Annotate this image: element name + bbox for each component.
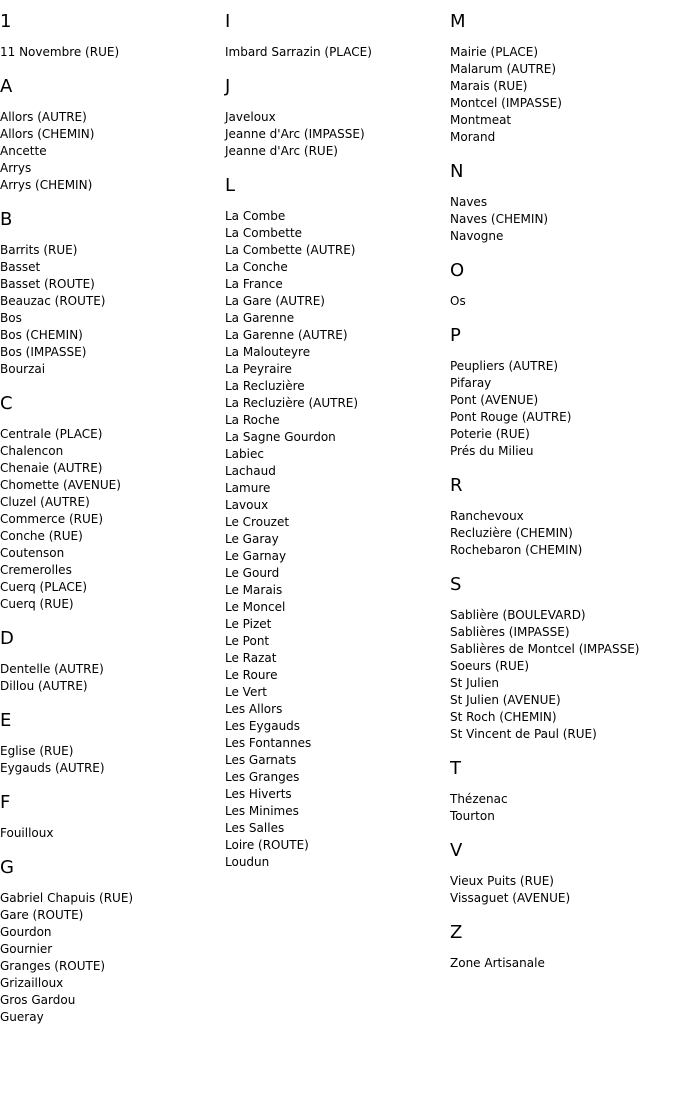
letter-heading: Z bbox=[450, 922, 463, 943]
street-list bbox=[0, 109, 222, 194]
street-link[interactable]: Mairie (PLACE) bbox=[450, 45, 539, 59]
street-link[interactable]: Chalencon bbox=[0, 444, 64, 458]
street-list bbox=[450, 955, 672, 972]
street-link[interactable]: Pifaray bbox=[450, 376, 492, 390]
street-link[interactable]: Navogne bbox=[450, 229, 504, 243]
street-link[interactable]: Coutenson bbox=[0, 546, 65, 560]
street-link[interactable]: Cremerolles bbox=[0, 563, 72, 577]
street-link[interactable]: Gourdon bbox=[0, 925, 52, 939]
street-list bbox=[450, 194, 672, 245]
street-link[interactable]: St Julien (AVENUE) bbox=[450, 693, 561, 707]
street-list bbox=[0, 242, 222, 378]
street-link[interactable]: Sablière (BOULEVARD) bbox=[450, 608, 586, 622]
street-link[interactable]: Basset (ROUTE) bbox=[0, 277, 95, 291]
street-link[interactable]: Barrits (RUE) bbox=[0, 243, 78, 257]
street-link[interactable]: Bos (IMPASSE) bbox=[0, 345, 87, 359]
street-link[interactable]: Le Garay bbox=[225, 532, 279, 546]
letter-section bbox=[450, 326, 672, 460]
street-link[interactable]: Bos (CHEMIN) bbox=[0, 328, 83, 342]
street-link[interactable]: Bourzai bbox=[0, 362, 46, 376]
street-link[interactable]: Le Razat bbox=[225, 651, 277, 665]
street-link[interactable]: Ancette bbox=[0, 144, 47, 158]
street-link[interactable]: Le Pont bbox=[225, 634, 270, 648]
street-link[interactable]: St Julien bbox=[450, 676, 499, 690]
street-link[interactable]: Tourton bbox=[450, 809, 495, 823]
street-link[interactable]: Imbard Sarrazin (PLACE) bbox=[225, 45, 372, 59]
street-link[interactable]: Gros Gardou bbox=[0, 993, 76, 1007]
letter-section bbox=[450, 923, 672, 972]
street-list bbox=[225, 109, 447, 160]
street-link[interactable]: La Recluzière bbox=[225, 379, 305, 393]
letter-heading: G bbox=[0, 857, 14, 878]
street-link[interactable]: Gournier bbox=[0, 942, 53, 956]
letter-section bbox=[450, 476, 672, 559]
street-list bbox=[450, 44, 672, 146]
street-link[interactable]: Les Fontannes bbox=[225, 736, 312, 750]
letter-heading: V bbox=[450, 840, 463, 861]
street-link[interactable]: La Peyraire bbox=[225, 362, 292, 376]
letter-heading: 1 bbox=[0, 11, 12, 32]
street-link[interactable]: Zone Artisanale bbox=[450, 956, 545, 970]
street-link[interactable]: Les Eygauds bbox=[225, 719, 301, 733]
street-link[interactable]: Conche (RUE) bbox=[0, 529, 83, 543]
street-link[interactable]: Cuerq (PLACE) bbox=[0, 580, 88, 594]
street-link[interactable]: Le Garnay bbox=[225, 549, 287, 563]
letter-section bbox=[0, 858, 222, 1026]
street-link[interactable]: Les Hiverts bbox=[225, 787, 292, 801]
street-link[interactable]: Le Gourd bbox=[225, 566, 280, 580]
street-link[interactable]: Soeurs (RUE) bbox=[450, 659, 530, 673]
street-link[interactable]: Lavoux bbox=[225, 498, 269, 512]
letter-section bbox=[225, 12, 447, 61]
street-link[interactable]: Recluzière (CHEMIN) bbox=[450, 526, 573, 540]
letter-section bbox=[0, 793, 222, 842]
street-link[interactable]: Cluzel (AUTRE) bbox=[0, 495, 90, 509]
street-list bbox=[450, 293, 672, 310]
street-link[interactable]: Allors (CHEMIN) bbox=[0, 127, 95, 141]
street-link[interactable]: Centrale (PLACE) bbox=[0, 427, 103, 441]
street-link[interactable]: Allors (AUTRE) bbox=[0, 110, 87, 124]
street-link[interactable]: La Malouteyre bbox=[225, 345, 311, 359]
street-link[interactable]: Jeanne d'Arc (IMPASSE) bbox=[225, 127, 365, 141]
street-link[interactable]: La Sagne Gourdon bbox=[225, 430, 336, 444]
letter-heading: N bbox=[450, 161, 464, 182]
street-link[interactable]: Dillou (AUTRE) bbox=[0, 679, 88, 693]
street-list bbox=[0, 426, 222, 613]
street-link[interactable]: Commerce (RUE) bbox=[0, 512, 104, 526]
street-link[interactable]: Thézenac bbox=[450, 792, 508, 806]
street-link[interactable]: Pont (AVENUE) bbox=[450, 393, 539, 407]
street-index-column-2 bbox=[225, 0, 447, 887]
street-link[interactable]: Poterie (RUE) bbox=[450, 427, 530, 441]
street-link[interactable]: Marais (RUE) bbox=[450, 79, 528, 93]
street-link[interactable]: Gueray bbox=[0, 1010, 44, 1024]
street-index-column-3 bbox=[450, 0, 672, 988]
street-link[interactable]: Lamure bbox=[225, 481, 271, 495]
street-list bbox=[0, 661, 222, 695]
street-list bbox=[0, 825, 222, 842]
letter-heading: I bbox=[225, 11, 231, 32]
street-link[interactable]: Rochebaron (CHEMIN) bbox=[450, 543, 583, 557]
street-link[interactable]: Le Moncel bbox=[225, 600, 286, 614]
street-link[interactable]: Bos bbox=[0, 311, 22, 325]
letter-heading: A bbox=[0, 76, 13, 97]
street-link[interactable]: La Roche bbox=[225, 413, 280, 427]
letter-section bbox=[0, 77, 222, 194]
letter-heading: L bbox=[225, 175, 236, 196]
letter-heading: J bbox=[225, 76, 231, 97]
street-list bbox=[450, 791, 672, 825]
street-link[interactable]: Le Pizet bbox=[225, 617, 272, 631]
street-link[interactable]: Javeloux bbox=[225, 110, 276, 124]
street-link[interactable]: Montmeat bbox=[450, 113, 512, 127]
street-link[interactable]: La France bbox=[225, 277, 283, 291]
street-link[interactable]: Fouilloux bbox=[0, 826, 54, 840]
street-link[interactable]: La Garenne (AUTRE) bbox=[225, 328, 348, 342]
street-link[interactable]: St Roch (CHEMIN) bbox=[450, 710, 557, 724]
street-link[interactable]: Eygauds (AUTRE) bbox=[0, 761, 105, 775]
street-list bbox=[450, 358, 672, 460]
street-list bbox=[225, 208, 447, 871]
street-link[interactable]: La Combe bbox=[225, 209, 286, 223]
street-link[interactable]: St Vincent de Paul (RUE) bbox=[450, 727, 597, 741]
street-link[interactable]: Loire (ROUTE) bbox=[225, 838, 309, 852]
street-link[interactable]: La Combette (AUTRE) bbox=[225, 243, 356, 257]
street-link[interactable]: Morand bbox=[450, 130, 496, 144]
street-link[interactable]: Beauzac (ROUTE) bbox=[0, 294, 106, 308]
street-link[interactable]: Jeanne d'Arc (RUE) bbox=[225, 144, 338, 158]
letter-section bbox=[0, 210, 222, 378]
letter-heading: E bbox=[0, 710, 12, 731]
street-link[interactable]: Le Crouzet bbox=[225, 515, 290, 529]
street-link[interactable]: Les Granges bbox=[225, 770, 300, 784]
letter-heading: D bbox=[0, 628, 14, 649]
street-link[interactable]: Ranchevoux bbox=[450, 509, 524, 523]
street-link[interactable]: Vissaguet (AVENUE) bbox=[450, 891, 571, 905]
street-link[interactable]: Montcel (IMPASSE) bbox=[450, 96, 562, 110]
street-link[interactable]: Arrys (CHEMIN) bbox=[0, 178, 93, 192]
letter-heading: T bbox=[450, 758, 461, 779]
street-index-column-1 bbox=[0, 0, 222, 1042]
street-link[interactable]: Dentelle (AUTRE) bbox=[0, 662, 104, 676]
street-link[interactable]: Chenaie (AUTRE) bbox=[0, 461, 103, 475]
letter-section bbox=[450, 841, 672, 907]
street-link[interactable]: Le Roure bbox=[225, 668, 278, 682]
street-link[interactable]: Loudun bbox=[225, 855, 270, 869]
street-link[interactable]: Naves (CHEMIN) bbox=[450, 212, 549, 226]
street-link[interactable]: Grizailloux bbox=[0, 976, 64, 990]
street-list bbox=[0, 890, 222, 1026]
street-link[interactable]: Os bbox=[450, 294, 466, 308]
street-list bbox=[0, 743, 222, 777]
street-link[interactable]: 11 Novembre (RUE) bbox=[0, 45, 120, 59]
letter-heading: R bbox=[450, 475, 463, 496]
letter-section bbox=[225, 77, 447, 160]
street-link[interactable]: La Combette bbox=[225, 226, 303, 240]
street-link[interactable]: La Garenne bbox=[225, 311, 295, 325]
street-link[interactable]: Les Minimes bbox=[225, 804, 299, 818]
street-link[interactable]: La Recluzière (AUTRE) bbox=[225, 396, 359, 410]
street-link[interactable]: Les Allors bbox=[225, 702, 283, 716]
street-link[interactable]: Sablières de Montcel (IMPASSE) bbox=[450, 642, 640, 656]
street-link[interactable]: Peupliers (AUTRE) bbox=[450, 359, 559, 373]
letter-heading: P bbox=[450, 325, 461, 346]
letter-heading: S bbox=[450, 574, 462, 595]
letter-section bbox=[450, 759, 672, 825]
street-link[interactable]: Labiec bbox=[225, 447, 264, 461]
street-link[interactable]: Chomette (AVENUE) bbox=[0, 478, 121, 492]
street-list bbox=[225, 44, 447, 61]
street-link[interactable]: Gabriel Chapuis (RUE) bbox=[0, 891, 134, 905]
street-list bbox=[0, 44, 222, 61]
street-link[interactable]: La Gare (AUTRE) bbox=[225, 294, 325, 308]
letter-section bbox=[450, 12, 672, 146]
street-list bbox=[450, 508, 672, 559]
letter-section bbox=[0, 711, 222, 777]
street-link[interactable]: Eglise (RUE) bbox=[0, 744, 74, 758]
street-list bbox=[450, 873, 672, 907]
letter-section bbox=[0, 12, 222, 61]
street-link[interactable]: Granges (ROUTE) bbox=[0, 959, 106, 973]
street-link[interactable]: Les Salles bbox=[225, 821, 285, 835]
street-list bbox=[450, 607, 672, 743]
letter-heading: O bbox=[450, 260, 465, 281]
street-link[interactable]: Le Marais bbox=[225, 583, 283, 597]
letter-heading: C bbox=[0, 393, 13, 414]
street-link[interactable]: Vieux Puits (RUE) bbox=[450, 874, 554, 888]
street-link[interactable]: Naves bbox=[450, 195, 488, 209]
letter-section bbox=[450, 575, 672, 743]
letter-heading: M bbox=[450, 11, 466, 32]
letter-heading: B bbox=[0, 209, 13, 230]
letter-section bbox=[0, 394, 222, 613]
street-link[interactable]: Le Vert bbox=[225, 685, 267, 699]
letter-section bbox=[0, 629, 222, 695]
letter-section bbox=[450, 162, 672, 245]
street-link[interactable]: Pont Rouge (AUTRE) bbox=[450, 410, 572, 424]
street-link[interactable]: Basset bbox=[0, 260, 41, 274]
street-link[interactable]: Les Garnats bbox=[225, 753, 297, 767]
street-link[interactable]: Malarum (AUTRE) bbox=[450, 62, 557, 76]
street-link[interactable]: Sablières (IMPASSE) bbox=[450, 625, 570, 639]
street-link[interactable]: La Conche bbox=[225, 260, 288, 274]
street-link[interactable]: Prés du Milieu bbox=[450, 444, 534, 458]
street-link[interactable]: Gare (ROUTE) bbox=[0, 908, 84, 922]
street-link[interactable]: Arrys bbox=[0, 161, 32, 175]
street-link[interactable]: Lachaud bbox=[225, 464, 276, 478]
letter-heading: F bbox=[0, 792, 11, 813]
street-link[interactable]: Cuerq (RUE) bbox=[0, 597, 74, 611]
letter-section bbox=[450, 261, 672, 310]
letter-section bbox=[225, 176, 447, 871]
